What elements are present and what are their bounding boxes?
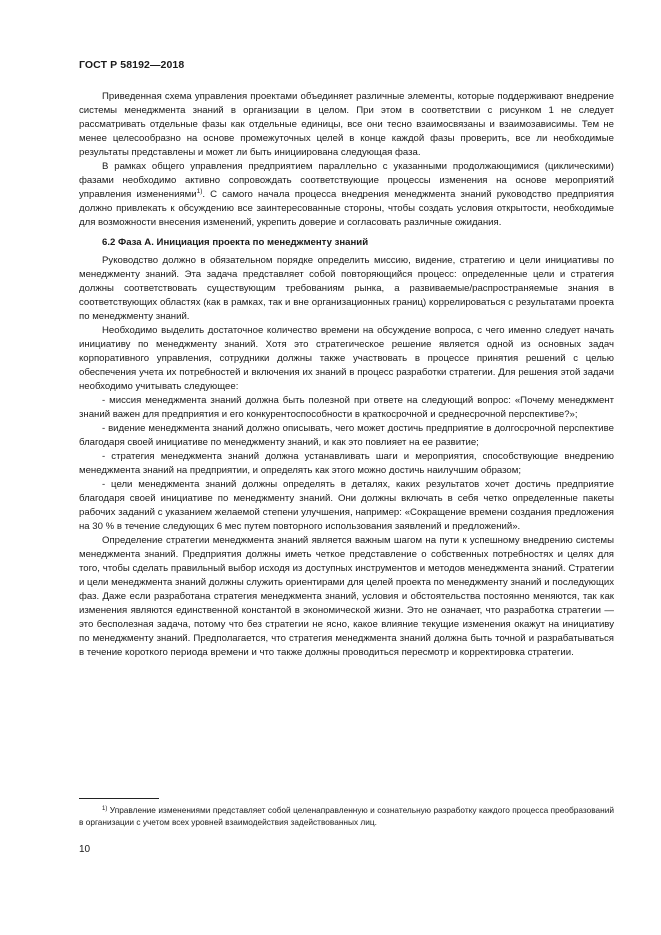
list-item-strategy: - стратегия менеджмента знаний должна устанавливать шаги и мероприятия, способствующие внедрению менеджмента знаний на предприятии, и определять как этого можно достичь наилучшим образом;: [79, 451, 614, 476]
footnote-separator: [79, 798, 159, 799]
paragraph-2-part-2: . С самого начала процесса внедрения менеджмента знаний руководство предприятия должно привлекать к обсуждению все заинтересованные стороны, чтобы создать условия открытости, необходимые для возможности внесения изменений, укрепить доверие и согласовать различные ожидания.: [79, 189, 614, 228]
list-item-mission: - миссия менеджмента знаний должна быть полезной при ответе на следующий вопрос: «Почему менеджмент знаний важен для предприятия и его конкурентоспособности в краткосрочной и среднесрочной перспективе?»;: [79, 395, 614, 420]
section-paragraph-1: Руководство должно в обязательном порядке определить миссию, видение, стратегию и цели инициативы по менеджменту знаний. Эта задача представляет собой повторяющийся процесс: определенные цели и стратегия должны соответствовать существующим требованиям рынка, а развиваемые/распространяемые знания в соответствующих областях (как в рамках, так и вне организационных границ) коррелироваться с результатами проекта по менеджменту знаний.: [79, 255, 614, 322]
footnote-reference: 1): [196, 188, 203, 195]
footnote-marker: 1): [102, 806, 108, 812]
footnote: [79, 804, 614, 828]
paragraph-1: Приведенная схема управления проектами объединяет различные элементы, которые поддерживают внедрение системы менеджмента знаний в организации в целом. При этом в соответствии с рисунком 1 не следует рассматривать отдельные фазы как отдельные единицы, все они тесно взаимосвязаны и взаимозависимы. Тем не менее целесообразно на основе промежуточных целей в конце каждой фазы проверить, все ли необходимые результаты представлены и может ли быть инициирована следующая фаза.: [79, 91, 614, 158]
section-heading: 6.2 Фаза А. Инициация проекта по менеджменту знаний: [102, 237, 369, 248]
list-item-vision: - видение менеджмента знаний должно описывать, чего может достичь предприятие в долгосрочной перспективе благодаря своей инициативе по менеджменту знаний, и как это повлияет на ее развитие;: [79, 423, 614, 448]
section-paragraph-3: Определение стратегии менеджмента знаний является важным шагом на пути к успешному внедрению системы менеджмента знаний. Предприятия должны иметь четкое представление о собственных потребностях и целях для того, чтобы сделать правильный выбор исходя из доступных инструментов и методов менеджмента знаний. Стратегии и цели менеджмента знаний должны служить ориентирами для целей проекта по менеджменту знаний и последующих фаз. Даже если разработана стратегия менеджмента знаний, условия и обстоятельства постоянно меняются, так как изменения являются единственной константой в экономической жизни. Это не означает, что разработка стратегии — это бесполезная задача, потому что без стратегии не ясно, какое влияние текущие изменения окажут на инициативу по менеджменту знаний. Предполагается, что стратегия менеджмента знаний должна быть точной и разрабатываться в течение короткого периода времени и что также должны проводиться пересмотр и корректировка стратегии.: [79, 535, 614, 658]
section-paragraph-2: Необходимо выделить достаточное количество времени на обсуждение вопроса, с чего именно следует начать инициативу по менеджменту знаний. Хотя это стратегическое решение является одной из основных задач корпоративного управления, сотрудники должны также участвовать в процессе принятия решений с целью обеспечения учета их потребностей и включения их знаний в процесс разработки стратегии. Для решения этой задачи необходимо учитывать следующее:: [79, 325, 614, 392]
document-header: ГОСТ Р 58192—2018: [79, 59, 185, 71]
list-item-goals: - цели менеджмента знаний должны определять в деталях, каких результатов хочет достичь предприятие благодаря своей инициативе по менеджменту знаний. Они должны включать в себя четко определенные пакеты рабочих заданий с указанием желаемой степени улучшения, например: «Сокращение времени создания предложения на 30 % в течение следующих 6 мес путем повторного использования заявлений и предложений».: [79, 479, 614, 532]
footnote-text: Управление изменениями представляет собой целенаправленную и сознательную разработку каждого процесса преобразований в организации с учетом всех уровней взаимодействия задействованных лиц.: [79, 805, 614, 827]
paragraph-2: [79, 160, 614, 230]
paragraph-2-part-1: В рамках общего управления предприятием параллельно с указанными продолжающимися (циклическими) фазами необходимо активно сопровождать соответствующие процессы изменения на основе мероприятий управления изменениями: [79, 161, 614, 200]
page-number: 10: [79, 844, 91, 855]
main-text: [79, 90, 614, 660]
